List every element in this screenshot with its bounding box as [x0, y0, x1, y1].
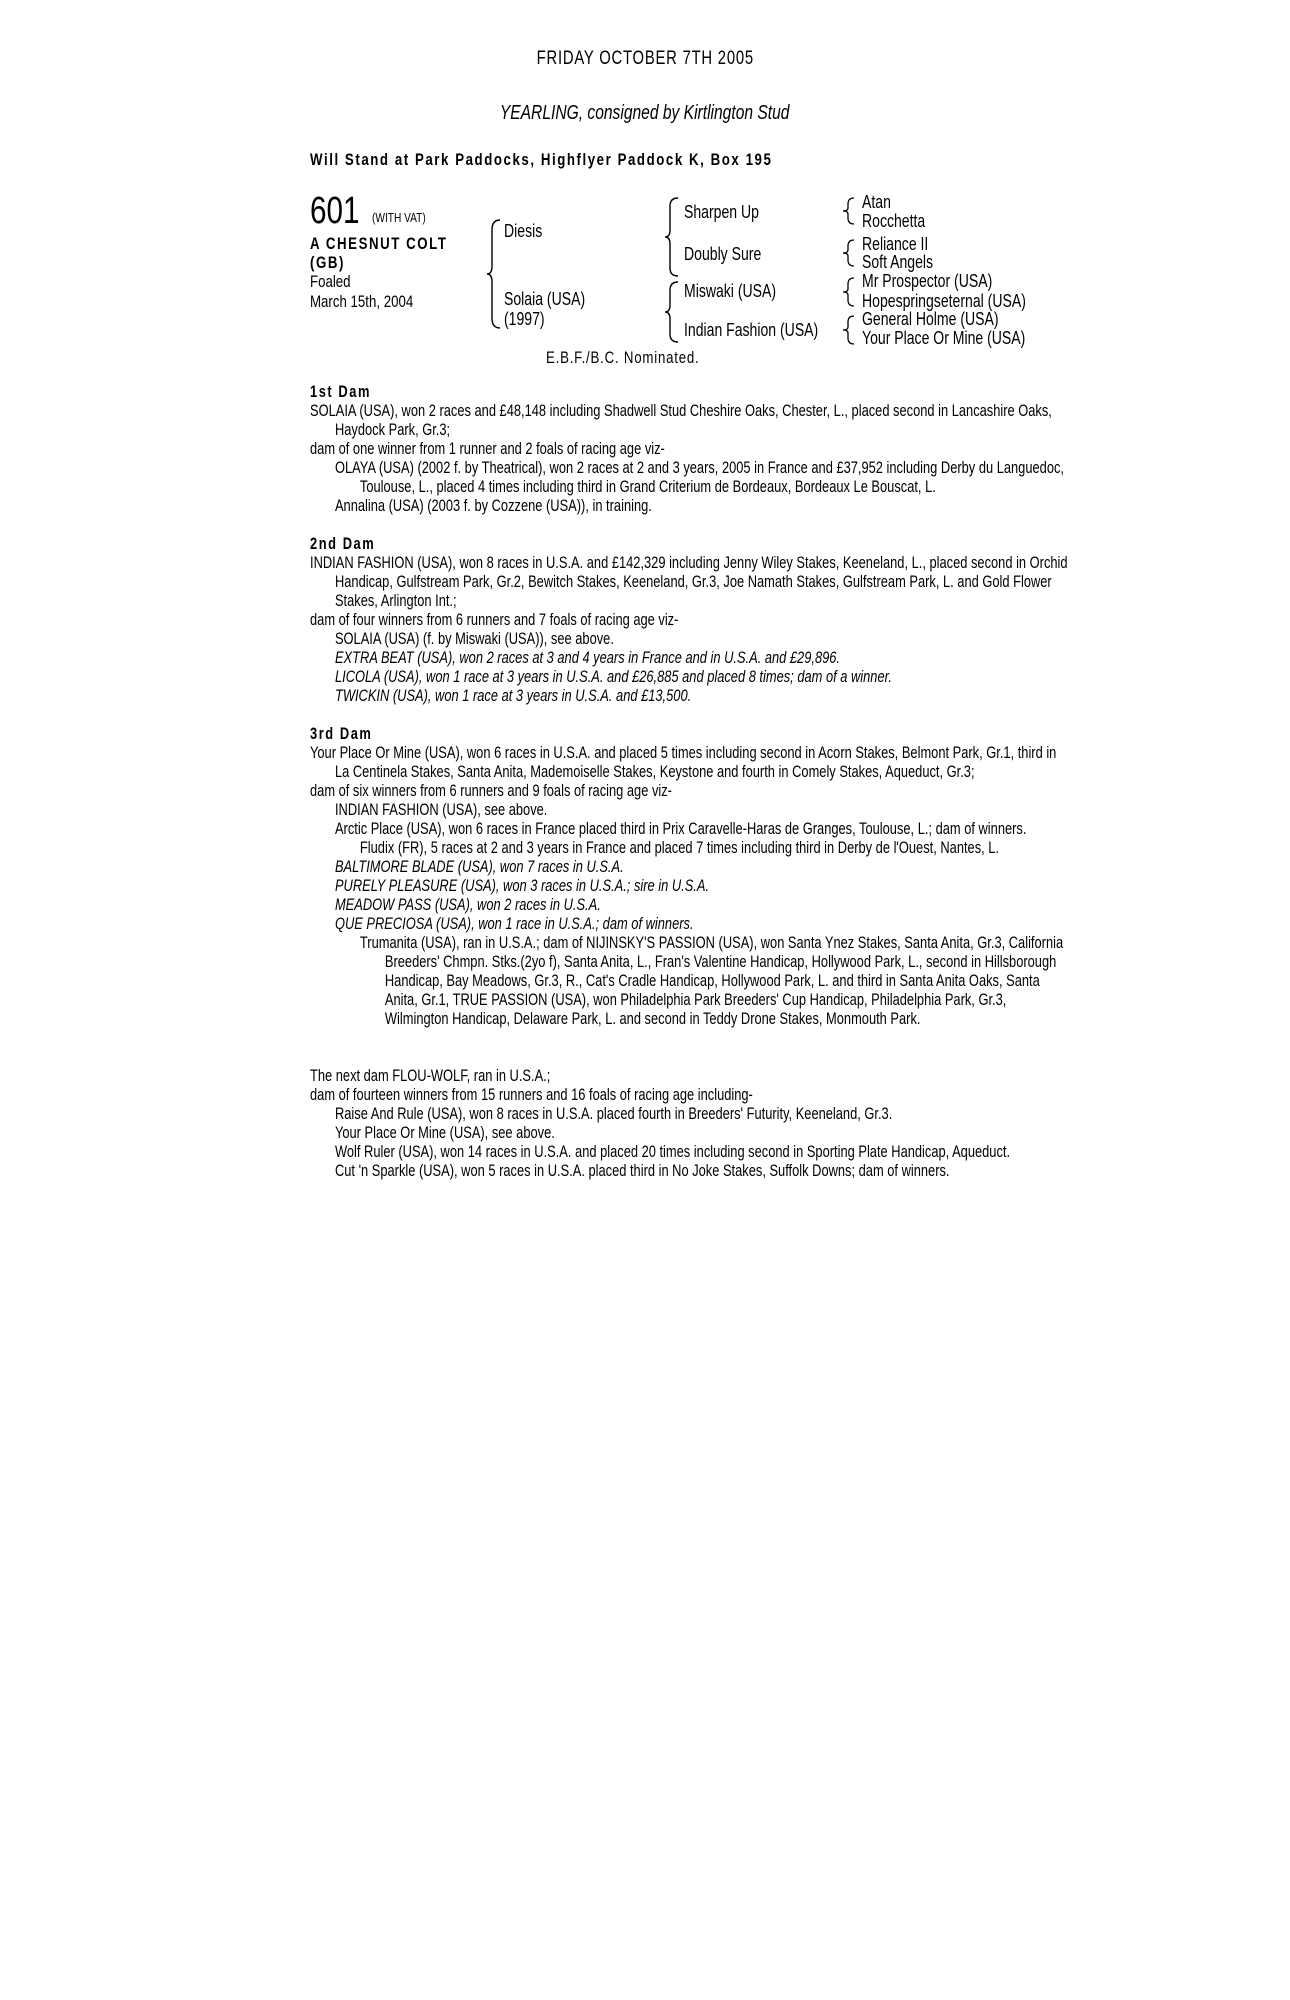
- produce-annalina: Annalina (USA) (2003 f. by Cozzene (USA)), in training.: [334, 497, 652, 515]
- produce-solaia: SOLAIA (USA) (f. by Miswaki (USA)), see above.: [334, 630, 614, 648]
- lot-number: 601: [310, 190, 360, 232]
- pedigree-dam: Solaia (USA): [504, 289, 586, 309]
- produce-wolf-ruler: Wolf Ruler (USA), won 14 races in U.S.A. and placed 20 times including second in Sporting Plate Handicap, Aqueduct.: [334, 1143, 1011, 1161]
- produce-baltimore-blade: BALTIMORE BLADE (USA), won 7 races in U.S.A.: [334, 858, 624, 876]
- pedigree-g5: Mr Prospector (USA): [862, 271, 993, 291]
- produce-purely-pleasure: PURELY PLEASURE (USA), won 3 races in U.S.A.; sire in U.S.A.: [334, 877, 710, 895]
- pedigree-g2: Rocchetta: [862, 211, 926, 231]
- next-dam-record: The next dam FLOU-WOLF, ran in U.S.A.;: [310, 1067, 551, 1085]
- pedigree-dam-dam: Indian Fashion (USA): [684, 320, 819, 340]
- pedigree-bracket-3: [664, 280, 680, 344]
- first-dam-record: SOLAIA (USA), won 2 races and £48,148 including Shadwell Stud Cheshire Oaks, Chester, L., placed second in Lancashire Oaks, Haydock Park, Gr.3;: [310, 402, 1052, 439]
- produce-fludix: Fludix (FR), 5 races at 2 and 3 years in France and placed 7 times including third in Derby de l'Ouest, Nantes, L.: [359, 839, 1000, 857]
- third-dam-heading: 3rd Dam: [310, 725, 373, 743]
- pedigree-g6: Hopespringseternal (USA): [862, 291, 1026, 311]
- pedigree-sire-dam: Doubly Sure: [684, 244, 762, 264]
- pedigree-bracket-1: [486, 218, 502, 330]
- pedigree-g3: Reliance II: [862, 234, 929, 254]
- lot-number-block: [310, 190, 373, 233]
- pedigree-dam-year: (1997): [504, 309, 545, 329]
- second-dam-heading: 2nd Dam: [310, 535, 376, 553]
- pedigree-sire: Diesis: [504, 221, 543, 241]
- pedigree-g4: Soft Angels: [862, 252, 934, 272]
- stand-location: Will Stand at Park Paddocks, Highflyer Paddock K, Box 195: [310, 150, 773, 169]
- pedigree-bracket-4: [842, 196, 856, 226]
- pedigree-g1: Atan: [862, 192, 891, 212]
- second-dam-record: INDIAN FASHION (USA), won 8 races in U.S.A. and £142,329 including Jenny Wiley Stakes, Keeneland, L., placed second in Orchid Handicap, Gulfstream Park, Gr.2, Bewitch Stakes, Keeneland, Gr.3, Joe Namath Stakes, Gulfstream Park, L. and Gold Flower Stakes, Arlington Int.;: [310, 554, 1068, 610]
- produce-olaya: OLAYA (USA) (2002 f. by Theatrical), won 2 races at 2 and 3 years, 2005 in France and £37,952 including Derby du Languedoc, Toulouse, L., placed 4 times including third in Grand Criterium de Bordeaux, Bordeaux Le Bouscat, L.: [334, 459, 1064, 496]
- produce-twickin: TWICKIN (USA), won 1 race at 3 years in U.S.A. and £13,500.: [334, 687, 692, 705]
- first-dam-heading: 1st Dam: [310, 383, 371, 401]
- produce-your-place-or-mine: Your Place Or Mine (USA), see above.: [334, 1124, 555, 1142]
- vat-note: (WITH VAT): [372, 210, 426, 225]
- produce-extra-beat: EXTRA BEAT (USA), won 2 races at 3 and 4 years in France and in U.S.A. and £29,896.: [334, 649, 841, 667]
- foaled-label: Foaled: [310, 272, 351, 291]
- next-dam-produce-summary: dam of fourteen winners from 15 runners and 16 foals of racing age including-: [310, 1086, 753, 1104]
- pedigree-g7: General Holme (USA): [862, 309, 999, 329]
- pedigree-bracket-6: [842, 276, 856, 308]
- produce-trumanita: Trumanita (USA), ran in U.S.A.; dam of NIJINSKY'S PASSION (USA), won Santa Ynez Stakes, Santa Anita, Gr.3, California Breeders' Chmpn. Stks.(2yo f), Santa Anita, L., Fran's Valentine Handicap, Hollywood Park, L., second in Hillsborough Handicap, Bay Meadows, Gr.3, R., Cat's Cradle Handicap, Hollywood Park, L. and third in Santa Anita Oaks, Santa Anita, Gr.1, TRUE PASSION (USA), won Philadelphia Park Breeders' Cup Handicap, Philadelphia Park, Gr.3, Wilmington Handicap, Delaware Park, L. and second in Teddy Drone Stakes, Monmouth Park.: [359, 934, 1064, 1028]
- produce-licola: LICOLA (USA), won 1 race at 3 years in U.S.A. and £26,885 and placed 8 times; dam of a winner.: [334, 668, 893, 686]
- third-dam-record: Your Place Or Mine (USA), won 6 races in U.S.A. and placed 5 times including second in Acorn Stakes, Belmont Park, Gr.1, third in La Centinela Stakes, Santa Anita, Mademoiselle Stakes, Keystone and fourth in Comely Stakes, Aqueduct, Gr.3;: [310, 744, 1057, 781]
- pedigree-g8: Your Place Or Mine (USA): [862, 328, 1026, 348]
- nomination-note: E.B.F./B.C. Nominated.: [546, 348, 700, 367]
- produce-que-preciosa: QUE PRECIOSA (USA), won 1 race in U.S.A.; dam of winners.: [334, 915, 694, 933]
- produce-record: [310, 383, 1070, 1181]
- third-dam-produce-summary: dam of six winners from 6 runners and 9 foals of racing age viz-: [310, 782, 672, 800]
- second-dam-produce-summary: dam of four winners from 6 runners and 7 foals of racing age viz-: [310, 611, 679, 629]
- sale-date: FRIDAY OCTOBER 7TH 2005: [536, 48, 754, 69]
- produce-indian-fashion: INDIAN FASHION (USA), see above.: [334, 801, 548, 819]
- produce-arctic-place: Arctic Place (USA), won 6 races in France placed third in Prix Caravelle-Haras de Granges, Toulouse, L.; dam of winners.: [334, 820, 1027, 838]
- produce-cut-n-sparkle: Cut 'n Sparkle (USA), won 5 races in U.S.A. placed third in No Joke Stakes, Suffolk Downs; dam of winners.: [334, 1162, 950, 1180]
- foaled-date: March 15th, 2004: [310, 292, 414, 311]
- consignor-line: YEARLING, consigned by Kirtlington Stud: [500, 102, 790, 124]
- pedigree-bracket-2: [664, 196, 680, 278]
- pedigree-bracket-5: [842, 238, 856, 268]
- lot-description-2: (GB): [310, 253, 345, 272]
- pedigree-sire-sire: Sharpen Up: [684, 202, 759, 222]
- first-dam-produce-summary: dam of one winner from 1 runner and 2 foals of racing age viz-: [310, 440, 665, 458]
- produce-raise-and-rule: Raise And Rule (USA), won 8 races in U.S.A. placed fourth in Breeders' Futurity, Keeneland, Gr.3.: [334, 1105, 893, 1123]
- lot-description-1: A CHESNUT COLT: [310, 234, 448, 253]
- produce-meadow-pass: MEADOW PASS (USA), won 2 races in U.S.A.: [334, 896, 601, 914]
- pedigree-dam-sire: Miswaki (USA): [684, 281, 777, 301]
